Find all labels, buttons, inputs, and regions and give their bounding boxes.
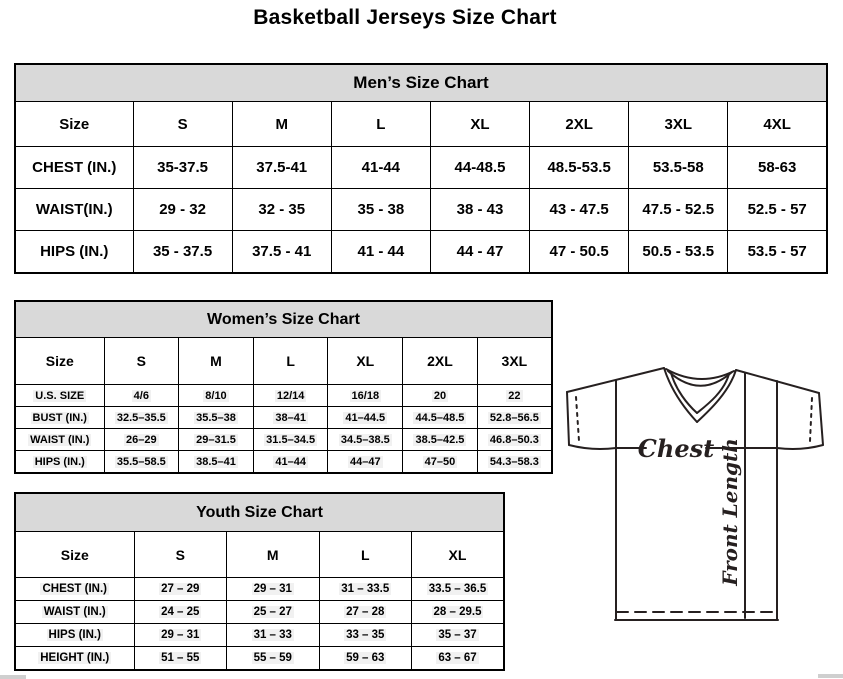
size-value xyxy=(253,407,328,429)
horizontal-scrollbar-thumb-left[interactable] xyxy=(0,675,26,679)
womens-col-2xl: 2XL xyxy=(403,338,478,385)
size-value xyxy=(179,429,254,451)
womens-size-chart-table xyxy=(14,300,553,474)
size-value: 41-44 xyxy=(331,147,430,189)
size-value xyxy=(412,578,505,601)
size-value: 44 - 47 xyxy=(430,231,529,274)
size-value-text: 28 – 29.5 xyxy=(433,606,482,618)
size-value-text: 27 – 29 xyxy=(161,583,200,595)
size-value-text: 46.8–50.3 xyxy=(489,433,539,446)
size-value-text: 31 – 33.5 xyxy=(341,583,390,595)
size-value-text: 38.5–42.5 xyxy=(415,433,465,446)
size-value xyxy=(328,429,403,451)
size-value-text: 59 – 63 xyxy=(346,652,385,664)
jersey-right-sleeve-hem xyxy=(777,445,823,449)
size-value xyxy=(253,385,328,407)
size-value xyxy=(412,601,505,624)
size-value-text: 41–44 xyxy=(275,455,306,468)
youth-hips-row xyxy=(15,624,504,647)
size-value xyxy=(104,429,179,451)
youth-column-header-row xyxy=(15,532,504,578)
size-value xyxy=(403,385,478,407)
size-value: 29 - 32 xyxy=(133,189,232,231)
womens-waist-row xyxy=(15,429,552,451)
size-value xyxy=(134,647,227,671)
size-value xyxy=(412,647,505,671)
size-value xyxy=(477,429,552,451)
row-label-text: CHEST (IN.) xyxy=(42,583,108,595)
row-label-text: WAIST (IN.) xyxy=(30,433,90,446)
mens-chest-row xyxy=(15,147,827,189)
size-value xyxy=(227,647,320,671)
youth-col-xl: XL xyxy=(412,532,505,578)
size-value xyxy=(179,407,254,429)
size-value-text: 25 – 27 xyxy=(253,606,292,618)
womens-col-size: Size xyxy=(15,338,104,385)
size-value-text: 27 – 28 xyxy=(346,606,385,618)
size-value-text: 34.5–38.5 xyxy=(340,433,390,446)
mens-col-3xl: 3XL xyxy=(629,102,728,147)
youth-height-row xyxy=(15,647,504,671)
size-value xyxy=(319,578,412,601)
row-label-text: HIPS (IN.) xyxy=(34,455,85,468)
row-label: WAIST(IN.) xyxy=(15,189,133,231)
mens-col-s: S xyxy=(133,102,232,147)
size-value xyxy=(319,624,412,647)
size-value: 35 - 37.5 xyxy=(133,231,232,274)
size-value: 47.5 - 52.5 xyxy=(629,189,728,231)
size-value-text: 12/14 xyxy=(276,389,305,402)
size-value xyxy=(179,385,254,407)
size-value-text: 52.8–56.5 xyxy=(489,411,539,424)
youth-waist-row xyxy=(15,601,504,624)
womens-col-s: S xyxy=(104,338,179,385)
jersey-right-cuff-dashed-line xyxy=(810,398,812,441)
row-label-text: WAIST (IN.) xyxy=(43,606,106,618)
size-value: 43 - 47.5 xyxy=(530,189,629,231)
jersey-left-sleeve-edge xyxy=(567,392,569,445)
size-value xyxy=(104,451,179,474)
size-value xyxy=(227,578,320,601)
size-value-text: 35.5–58.5 xyxy=(116,455,166,468)
size-value-text: 55 – 59 xyxy=(253,652,292,664)
size-value: 53.5-58 xyxy=(629,147,728,189)
mens-chart-title: Men’s Size Chart xyxy=(15,64,827,102)
size-value-text: 4/6 xyxy=(133,389,149,402)
size-value: 58-63 xyxy=(728,147,827,189)
size-value xyxy=(253,429,328,451)
size-value xyxy=(477,451,552,474)
size-value-text: 54.3–58.3 xyxy=(489,455,539,468)
row-label-text: BUST (IN.) xyxy=(32,411,87,424)
row-label xyxy=(15,601,134,624)
size-value xyxy=(328,407,403,429)
womens-bust-row xyxy=(15,407,552,429)
size-value: 32 - 35 xyxy=(232,189,331,231)
size-value-text: 16/18 xyxy=(351,389,380,402)
womens-column-header-row xyxy=(15,338,552,385)
size-value: 50.5 - 53.5 xyxy=(629,231,728,274)
size-value xyxy=(253,451,328,474)
size-value xyxy=(319,647,412,671)
size-value: 47 - 50.5 xyxy=(530,231,629,274)
row-label: HIPS (IN.) xyxy=(15,231,133,274)
jersey-measurement-diagram xyxy=(560,360,842,625)
row-label xyxy=(15,647,134,671)
size-value-text: 44–47 xyxy=(350,455,381,468)
size-value xyxy=(403,407,478,429)
row-label-text: U.S. SIZE xyxy=(35,389,85,402)
mens-waist-row xyxy=(15,189,827,231)
size-value xyxy=(179,451,254,474)
page-title: Basketball Jerseys Size Chart xyxy=(253,6,557,29)
size-value-text: 35 – 37 xyxy=(438,629,477,641)
size-value xyxy=(403,429,478,451)
size-value-text: 22 xyxy=(508,389,521,402)
size-value: 35 - 38 xyxy=(331,189,430,231)
size-value-text: 8/10 xyxy=(205,389,227,402)
size-value: 44-48.5 xyxy=(430,147,529,189)
youth-chest-row xyxy=(15,578,504,601)
size-value-text: 33.5 – 36.5 xyxy=(428,583,487,595)
size-value-text: 51 – 55 xyxy=(161,652,200,664)
row-label xyxy=(15,385,104,407)
mens-col-4xl: 4XL xyxy=(728,102,827,147)
size-value xyxy=(134,578,227,601)
row-label-text: HIPS (IN.) xyxy=(48,629,101,641)
womens-col-m: M xyxy=(179,338,254,385)
size-value xyxy=(227,624,320,647)
size-value xyxy=(412,624,505,647)
size-value xyxy=(104,407,179,429)
size-value: 38 - 43 xyxy=(430,189,529,231)
row-label xyxy=(15,429,104,451)
chest-measure-label: Chest xyxy=(637,434,715,463)
youth-col-size: Size xyxy=(15,532,134,578)
horizontal-scrollbar-thumb-right[interactable] xyxy=(818,674,843,678)
youth-col-s: S xyxy=(134,532,227,578)
jersey-left-sleeve-hem xyxy=(569,445,616,449)
size-value: 35-37.5 xyxy=(133,147,232,189)
size-value xyxy=(403,451,478,474)
front-length-measure-label: Front Length xyxy=(718,438,742,586)
size-value-text: 31 – 33 xyxy=(253,629,292,641)
mens-col-l: L xyxy=(331,102,430,147)
size-value-text: 24 – 25 xyxy=(161,606,200,618)
size-value xyxy=(328,385,403,407)
jersey-right-sleeve-edge xyxy=(819,393,823,445)
youth-col-m: M xyxy=(227,532,320,578)
womens-col-l: L xyxy=(253,338,328,385)
size-value xyxy=(134,624,227,647)
size-value-text: 44.5–48.5 xyxy=(415,411,465,424)
size-value-text: 35.5–38 xyxy=(196,411,236,424)
size-value-text: 29 – 31 xyxy=(253,583,292,595)
womens-us-size-row xyxy=(15,385,552,407)
row-label xyxy=(15,407,104,429)
womens-col-3xl: 3XL xyxy=(477,338,552,385)
size-value xyxy=(319,601,412,624)
row-label xyxy=(15,451,104,474)
size-value: 37.5 - 41 xyxy=(232,231,331,274)
size-value: 52.5 - 57 xyxy=(728,189,827,231)
size-value-text: 32.5–35.5 xyxy=(116,411,166,424)
size-value xyxy=(134,601,227,624)
mens-col-m: M xyxy=(232,102,331,147)
womens-col-xl: XL xyxy=(328,338,403,385)
size-value-text: 31.5–34.5 xyxy=(266,433,316,446)
row-label xyxy=(15,578,134,601)
row-label: CHEST (IN.) xyxy=(15,147,133,189)
size-value-text: 29 – 31 xyxy=(161,629,200,641)
size-value-text: 38.5–41 xyxy=(196,455,236,468)
womens-chart-title: Women’s Size Chart xyxy=(15,301,552,338)
youth-size-chart-table xyxy=(14,492,505,671)
mens-col-size: Size xyxy=(15,102,133,147)
size-value xyxy=(227,601,320,624)
size-value xyxy=(477,407,552,429)
size-value-text: 20 xyxy=(433,389,447,402)
size-value-text: 38–41 xyxy=(275,411,306,424)
size-value-text: 41–44.5 xyxy=(345,411,386,424)
row-label-text: HEIGHT (IN.) xyxy=(40,652,110,664)
size-value: 41 - 44 xyxy=(331,231,430,274)
size-value-text: 47–50 xyxy=(424,455,456,468)
youth-chart-title: Youth Size Chart xyxy=(15,493,504,532)
mens-col-xl: XL xyxy=(430,102,529,147)
jersey-left-cuff-dashed-line xyxy=(576,397,579,441)
youth-col-l: L xyxy=(319,532,412,578)
size-value xyxy=(104,385,179,407)
size-value: 37.5-41 xyxy=(232,147,331,189)
size-value-text: 33 – 35 xyxy=(346,629,385,641)
mens-col-2xl: 2XL xyxy=(530,102,629,147)
mens-size-chart-table xyxy=(14,63,828,274)
size-value xyxy=(477,385,552,407)
womens-hips-row xyxy=(15,451,552,474)
size-value-text: 29–31.5 xyxy=(196,433,236,446)
size-value-text: 26–29 xyxy=(126,433,157,446)
row-label xyxy=(15,624,134,647)
size-value: 53.5 - 57 xyxy=(728,231,827,274)
size-value: 48.5-53.5 xyxy=(530,147,629,189)
mens-hips-row xyxy=(15,231,827,274)
size-value-text: 63 – 67 xyxy=(438,652,477,664)
mens-column-header-row xyxy=(15,102,827,147)
size-value xyxy=(328,451,403,474)
